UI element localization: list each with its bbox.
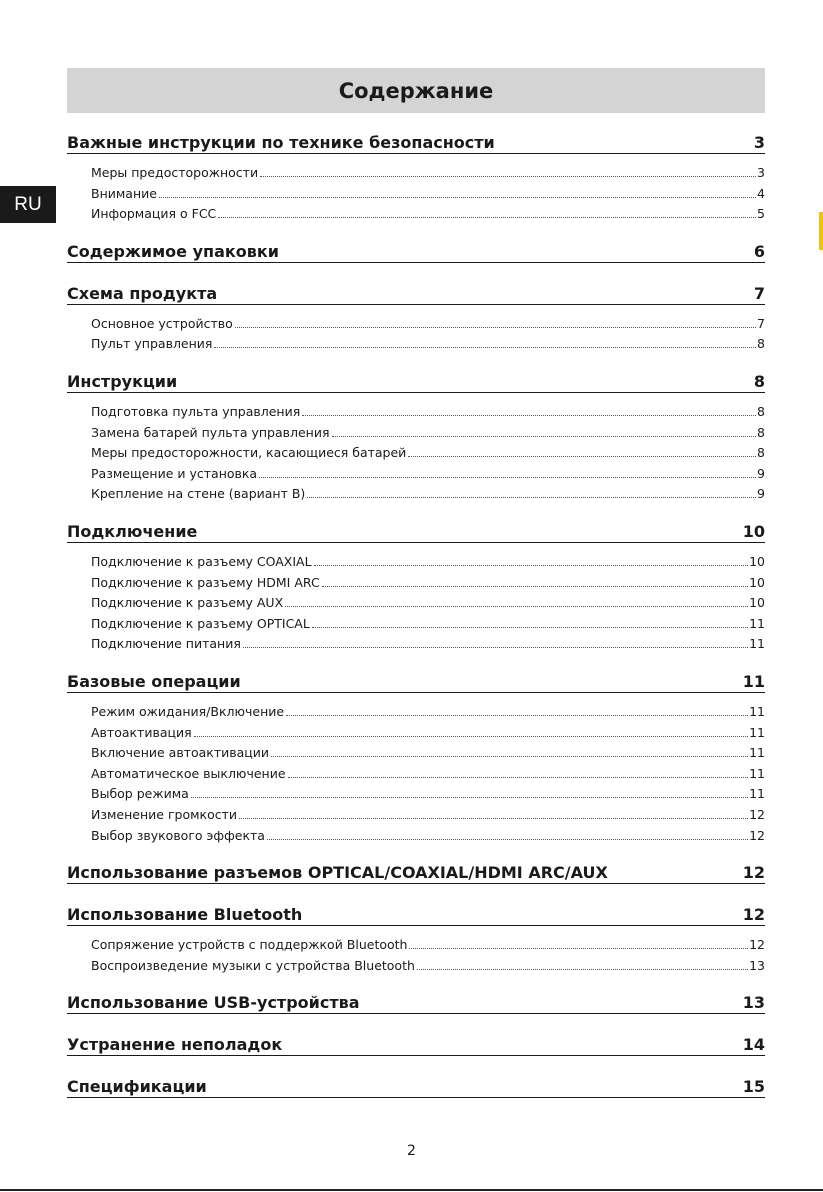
toc-entry-page: 8 (757, 404, 765, 419)
toc-dot-leader (267, 839, 748, 840)
toc-entry[interactable] (91, 314, 765, 332)
toc-section-page: 11 (742, 672, 765, 691)
toc-entry[interactable] (91, 423, 765, 441)
toc-section-title: Содержимое упаковки (67, 241, 279, 261)
toc-entry[interactable] (91, 764, 765, 782)
toc-section-page: 6 (753, 241, 765, 261)
toc-entry-page: 12 (749, 827, 765, 843)
toc-entry-label: Подключение к разъему HDMI ARC (91, 574, 320, 590)
toc-entry[interactable] (91, 552, 765, 570)
toc-dot-leader (260, 176, 756, 177)
toc-dot-leader (409, 948, 748, 949)
toc-entry-label: Включение автоактивации (91, 745, 270, 761)
toc-entry-page: 11 (749, 704, 765, 719)
toc-entry-label: Меры предосторожности, касающиеся батарей (91, 445, 407, 461)
toc-entry[interactable] (91, 573, 765, 591)
toc-entry-label: Информация о FCC (91, 206, 217, 222)
toc-entry[interactable] (91, 184, 765, 202)
page-number: 2 (407, 1143, 416, 1159)
toc-entry-label: Изменение громкости (91, 807, 237, 822)
toc-entry-label: Подключение питания (91, 636, 241, 652)
toc-section-title: Базовые операции (67, 672, 241, 691)
toc-entry-page: 10 (749, 595, 765, 611)
toc-entry-page: 8 (757, 336, 765, 352)
toc-entry-page: 8 (757, 424, 765, 440)
toc-section-heading[interactable] (67, 132, 765, 154)
page-bottom-rule (0, 1189, 823, 1191)
toc-entry-page: 11 (749, 786, 765, 802)
toc-dot-leader (408, 456, 756, 457)
toc-dot-leader (314, 565, 749, 566)
language-tab: RU (0, 186, 56, 223)
toc-entry-label: Подключение к разъему OPTICAL (91, 615, 310, 631)
toc-entry-label: Подготовка пульта управления (91, 404, 301, 419)
toc-entry-page: 13 (749, 957, 765, 973)
toc-entry[interactable] (91, 634, 765, 652)
toc-section-page: 15 (742, 1077, 765, 1097)
toc-section-title: Использование USB-устройства (67, 993, 360, 1013)
toc-entry-page: 11 (749, 615, 765, 631)
toc-entry[interactable] (91, 443, 765, 461)
toc-section-page: 3 (753, 133, 765, 152)
toc-entry-label: Режим ожидания/Включение (91, 704, 285, 719)
toc-entry-label: Выбор режима (91, 786, 189, 802)
toc-entry[interactable] (91, 935, 765, 953)
toc-entry-page: 9 (757, 465, 765, 481)
toc-section-page: 12 (742, 905, 765, 925)
toc-entry[interactable] (91, 805, 765, 823)
toc-entry-label: Подключение к разъему COAXIAL (91, 554, 312, 569)
toc-entry-page: 11 (749, 724, 765, 740)
toc-dot-leader (214, 347, 756, 348)
page-edge-mark (819, 212, 823, 250)
toc-entry-label: Автоматическое выключение (91, 765, 286, 781)
toc-entry[interactable] (91, 334, 765, 352)
toc-entry[interactable] (91, 723, 765, 741)
toc-entry-page: 12 (749, 937, 765, 953)
toc-section-title: Использование разъемов OPTICAL/COAXIAL/HDMI ARC/AUX (67, 863, 608, 883)
toc-entry-page: 5 (757, 206, 765, 222)
toc-dot-leader (271, 756, 748, 757)
toc-entry[interactable] (91, 743, 765, 761)
toc-section-title: Подключение (67, 522, 198, 541)
toc-entry-label: Пульт управления (91, 336, 213, 352)
toc-section-page: 7 (753, 283, 765, 303)
toc-section-title: Использование Bluetooth (67, 905, 303, 925)
toc-dot-leader (159, 197, 756, 198)
toc-title-bar (67, 68, 765, 113)
toc-entry-page: 11 (749, 636, 765, 652)
toc-section-heading[interactable] (67, 371, 765, 393)
toc-entry-label: Внимание (91, 185, 157, 201)
toc-section-page: 14 (742, 1035, 765, 1055)
toc-dot-leader (194, 736, 748, 737)
toc-dot-leader (243, 647, 748, 648)
toc-title: Содержание (338, 78, 494, 103)
toc-entry-label: Сопряжение устройств с поддержкой Bluetooth (91, 937, 408, 953)
toc-entry[interactable] (91, 204, 765, 222)
toc-entry[interactable] (91, 702, 765, 720)
toc-dot-leader (312, 627, 748, 628)
toc-entry-label: Замена батарей пульта управления (91, 424, 330, 440)
toc-dot-leader (285, 606, 748, 607)
toc-entry-label: Выбор звукового эффекта (91, 827, 265, 843)
toc-entry[interactable] (91, 784, 765, 802)
toc-dot-leader (307, 497, 756, 498)
toc-entry-page: 11 (749, 745, 765, 761)
toc-entry[interactable] (91, 593, 765, 611)
toc-entry-page: 3 (757, 165, 765, 180)
toc-dot-leader (302, 415, 756, 416)
toc-section-page: 8 (753, 372, 765, 391)
toc-section-heading[interactable] (67, 283, 765, 305)
toc-section-page: 12 (742, 863, 765, 883)
toc-entry-page: 11 (749, 765, 765, 781)
toc-entry[interactable] (91, 956, 765, 974)
toc-section-page: 13 (742, 993, 765, 1013)
toc-section-heading[interactable] (67, 1076, 765, 1098)
toc-dot-leader (191, 797, 748, 798)
toc-entry-page: 10 (749, 554, 765, 569)
toc-section-title: Схема продукта (67, 283, 218, 303)
toc-dot-leader (288, 777, 749, 778)
toc-entry[interactable] (91, 826, 765, 844)
toc-section-heading[interactable] (67, 241, 765, 263)
toc-entry-label: Основное устройство (91, 315, 233, 331)
toc-dot-leader (322, 586, 748, 587)
toc-entry[interactable] (91, 464, 765, 482)
toc-entry[interactable] (91, 402, 765, 420)
toc-section-title: Спецификации (67, 1077, 207, 1097)
toc-section-heading[interactable] (67, 671, 765, 693)
toc-entry-page: 12 (749, 807, 765, 822)
toc-dot-leader (286, 715, 748, 716)
toc-section-title: Устранение неполадок (67, 1035, 283, 1055)
toc-entry[interactable] (91, 614, 765, 632)
toc-entry-page: 9 (757, 486, 765, 502)
toc-section-heading[interactable] (67, 904, 765, 926)
toc-dot-leader (239, 818, 748, 819)
toc-entry[interactable] (91, 484, 765, 502)
toc-entry-page: 7 (757, 315, 765, 331)
toc-entry-label: Размещение и установка (91, 465, 258, 481)
toc-section-heading[interactable] (67, 992, 765, 1014)
toc-entry-page: 4 (757, 185, 765, 201)
toc-dot-leader (259, 477, 756, 478)
toc-section-page: 10 (742, 522, 765, 541)
toc-dot-leader (218, 217, 756, 218)
toc-section-heading[interactable] (67, 521, 765, 543)
toc-section-title: Важные инструкции по технике безопасности (67, 133, 495, 152)
toc-entry-label: Воспроизведение музыки с устройства Bluetooth (91, 957, 415, 973)
toc-section-heading[interactable] (67, 862, 765, 884)
toc-entry-label: Крепление на стене (вариант B) (91, 486, 306, 502)
toc-entry-page: 10 (749, 574, 765, 590)
toc-section-title: Инструкции (67, 372, 178, 391)
toc-section-heading[interactable] (67, 1034, 765, 1056)
toc-dot-leader (332, 436, 757, 437)
toc-entry[interactable] (91, 163, 765, 181)
toc-dot-leader (417, 969, 748, 970)
toc-entry-label: Подключение к разъему AUX (91, 595, 284, 611)
toc-entry-page: 8 (757, 445, 765, 461)
toc-entry-label: Меры предосторожности (91, 165, 259, 180)
toc-dot-leader (235, 327, 756, 328)
toc-entry-label: Автоактивация (91, 724, 192, 740)
